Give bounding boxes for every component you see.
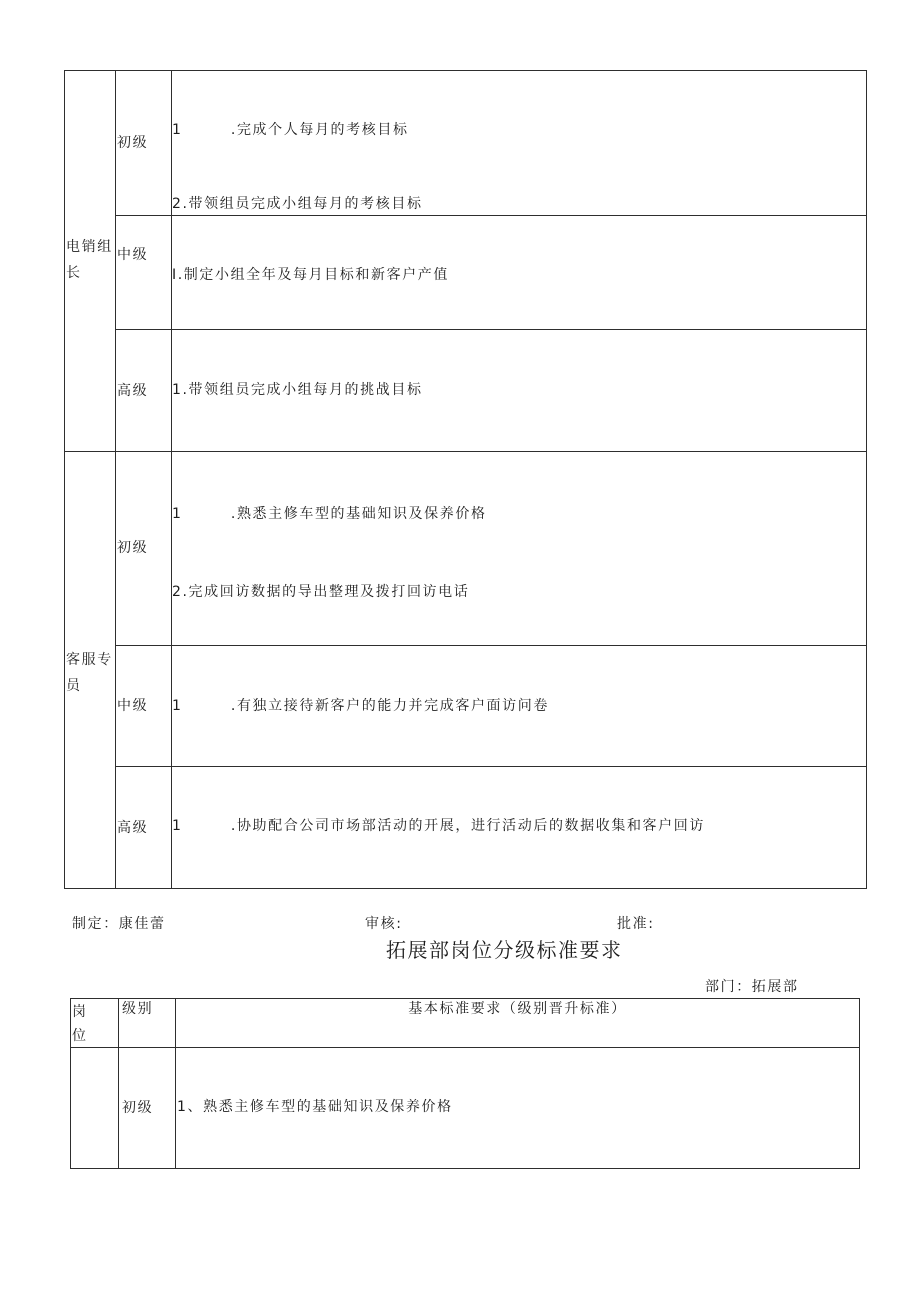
- level-label: 中级: [117, 698, 149, 714]
- requirement-item: 1 .协助配合公司市场部活动的开展，进行活动后的数据收集和客户回访: [172, 817, 705, 834]
- header-level-label: 级别: [122, 1001, 154, 1017]
- level-cell: [115, 70, 172, 216]
- requirement-item: 1 .有独立接待新客户的能力并完成客户面访问卷: [172, 698, 549, 715]
- requirement-cell: [175, 1047, 860, 1169]
- level-label: 高级: [117, 820, 149, 836]
- level-cell: [115, 645, 172, 767]
- position-label: 电销组长: [66, 239, 113, 281]
- department-label: 部门：拓展部: [705, 979, 799, 995]
- header-position-label: 岗位: [72, 1004, 88, 1044]
- level-cell: [118, 1047, 176, 1169]
- level-label: 中级: [117, 247, 149, 263]
- position-cell-sales-leader: [64, 70, 116, 452]
- requirement-item: [172, 889, 866, 890]
- level-label: 初级: [117, 135, 149, 151]
- level-cell: [115, 766, 172, 889]
- requirement-item: I.制定小组全年及每月目标和新客户产值: [172, 267, 449, 284]
- requirement-item: 1.带领组员完成小组每月的挑战目标: [172, 382, 423, 398]
- requirement-cell: [171, 645, 867, 767]
- requirement-cell: [171, 329, 867, 452]
- level-cell: [115, 329, 172, 452]
- position-cell: [70, 1047, 119, 1169]
- requirement-list: [172, 645, 866, 767]
- header-level-cell: [118, 998, 176, 1048]
- page-title: 拓展部岗位分级标准要求: [386, 938, 623, 962]
- level-label: 初级: [122, 1100, 154, 1116]
- approve-label: 批准:: [617, 916, 655, 932]
- requirement-list: [172, 70, 866, 216]
- made-by-label: 制定：康佳蕾: [72, 916, 166, 932]
- header-requirement-cell: [175, 998, 860, 1048]
- position-label: 客服专员: [66, 652, 113, 694]
- requirement-item: 1 .完成个人每月的考核目标: [172, 122, 409, 139]
- position-cell-customer-service: [64, 451, 116, 889]
- requirement-list: [172, 215, 866, 330]
- requirement-cell: [171, 451, 867, 646]
- level-label: 初级: [117, 540, 149, 556]
- requirement-cell: [171, 215, 867, 330]
- requirement-item: 1、熟悉主修车型的基础知识及保养价格: [177, 1098, 453, 1115]
- level-label: 高级: [117, 383, 149, 399]
- requirement-list: [172, 766, 866, 889]
- review-label: 审核:: [365, 916, 403, 932]
- requirement-cell: [171, 766, 867, 889]
- requirement-list: [172, 329, 866, 452]
- requirement-list: [177, 1047, 860, 1169]
- header-position-cell: [70, 998, 119, 1048]
- requirement-cell: [171, 70, 867, 216]
- level-cell: [115, 215, 172, 330]
- requirement-item: 2.完成回访数据的导出整理及拨打回访电话: [172, 584, 470, 600]
- requirement-item: 2.带领组员完成小组每月的考核目标: [172, 195, 423, 212]
- requirement-list: [172, 451, 866, 646]
- requirement-item: 1 .熟悉主修车型的基础知识及保养价格: [172, 506, 487, 522]
- level-cell: [115, 451, 172, 646]
- header-requirement-label: 基本标准要求（级别晋升标准）: [408, 1001, 627, 1017]
